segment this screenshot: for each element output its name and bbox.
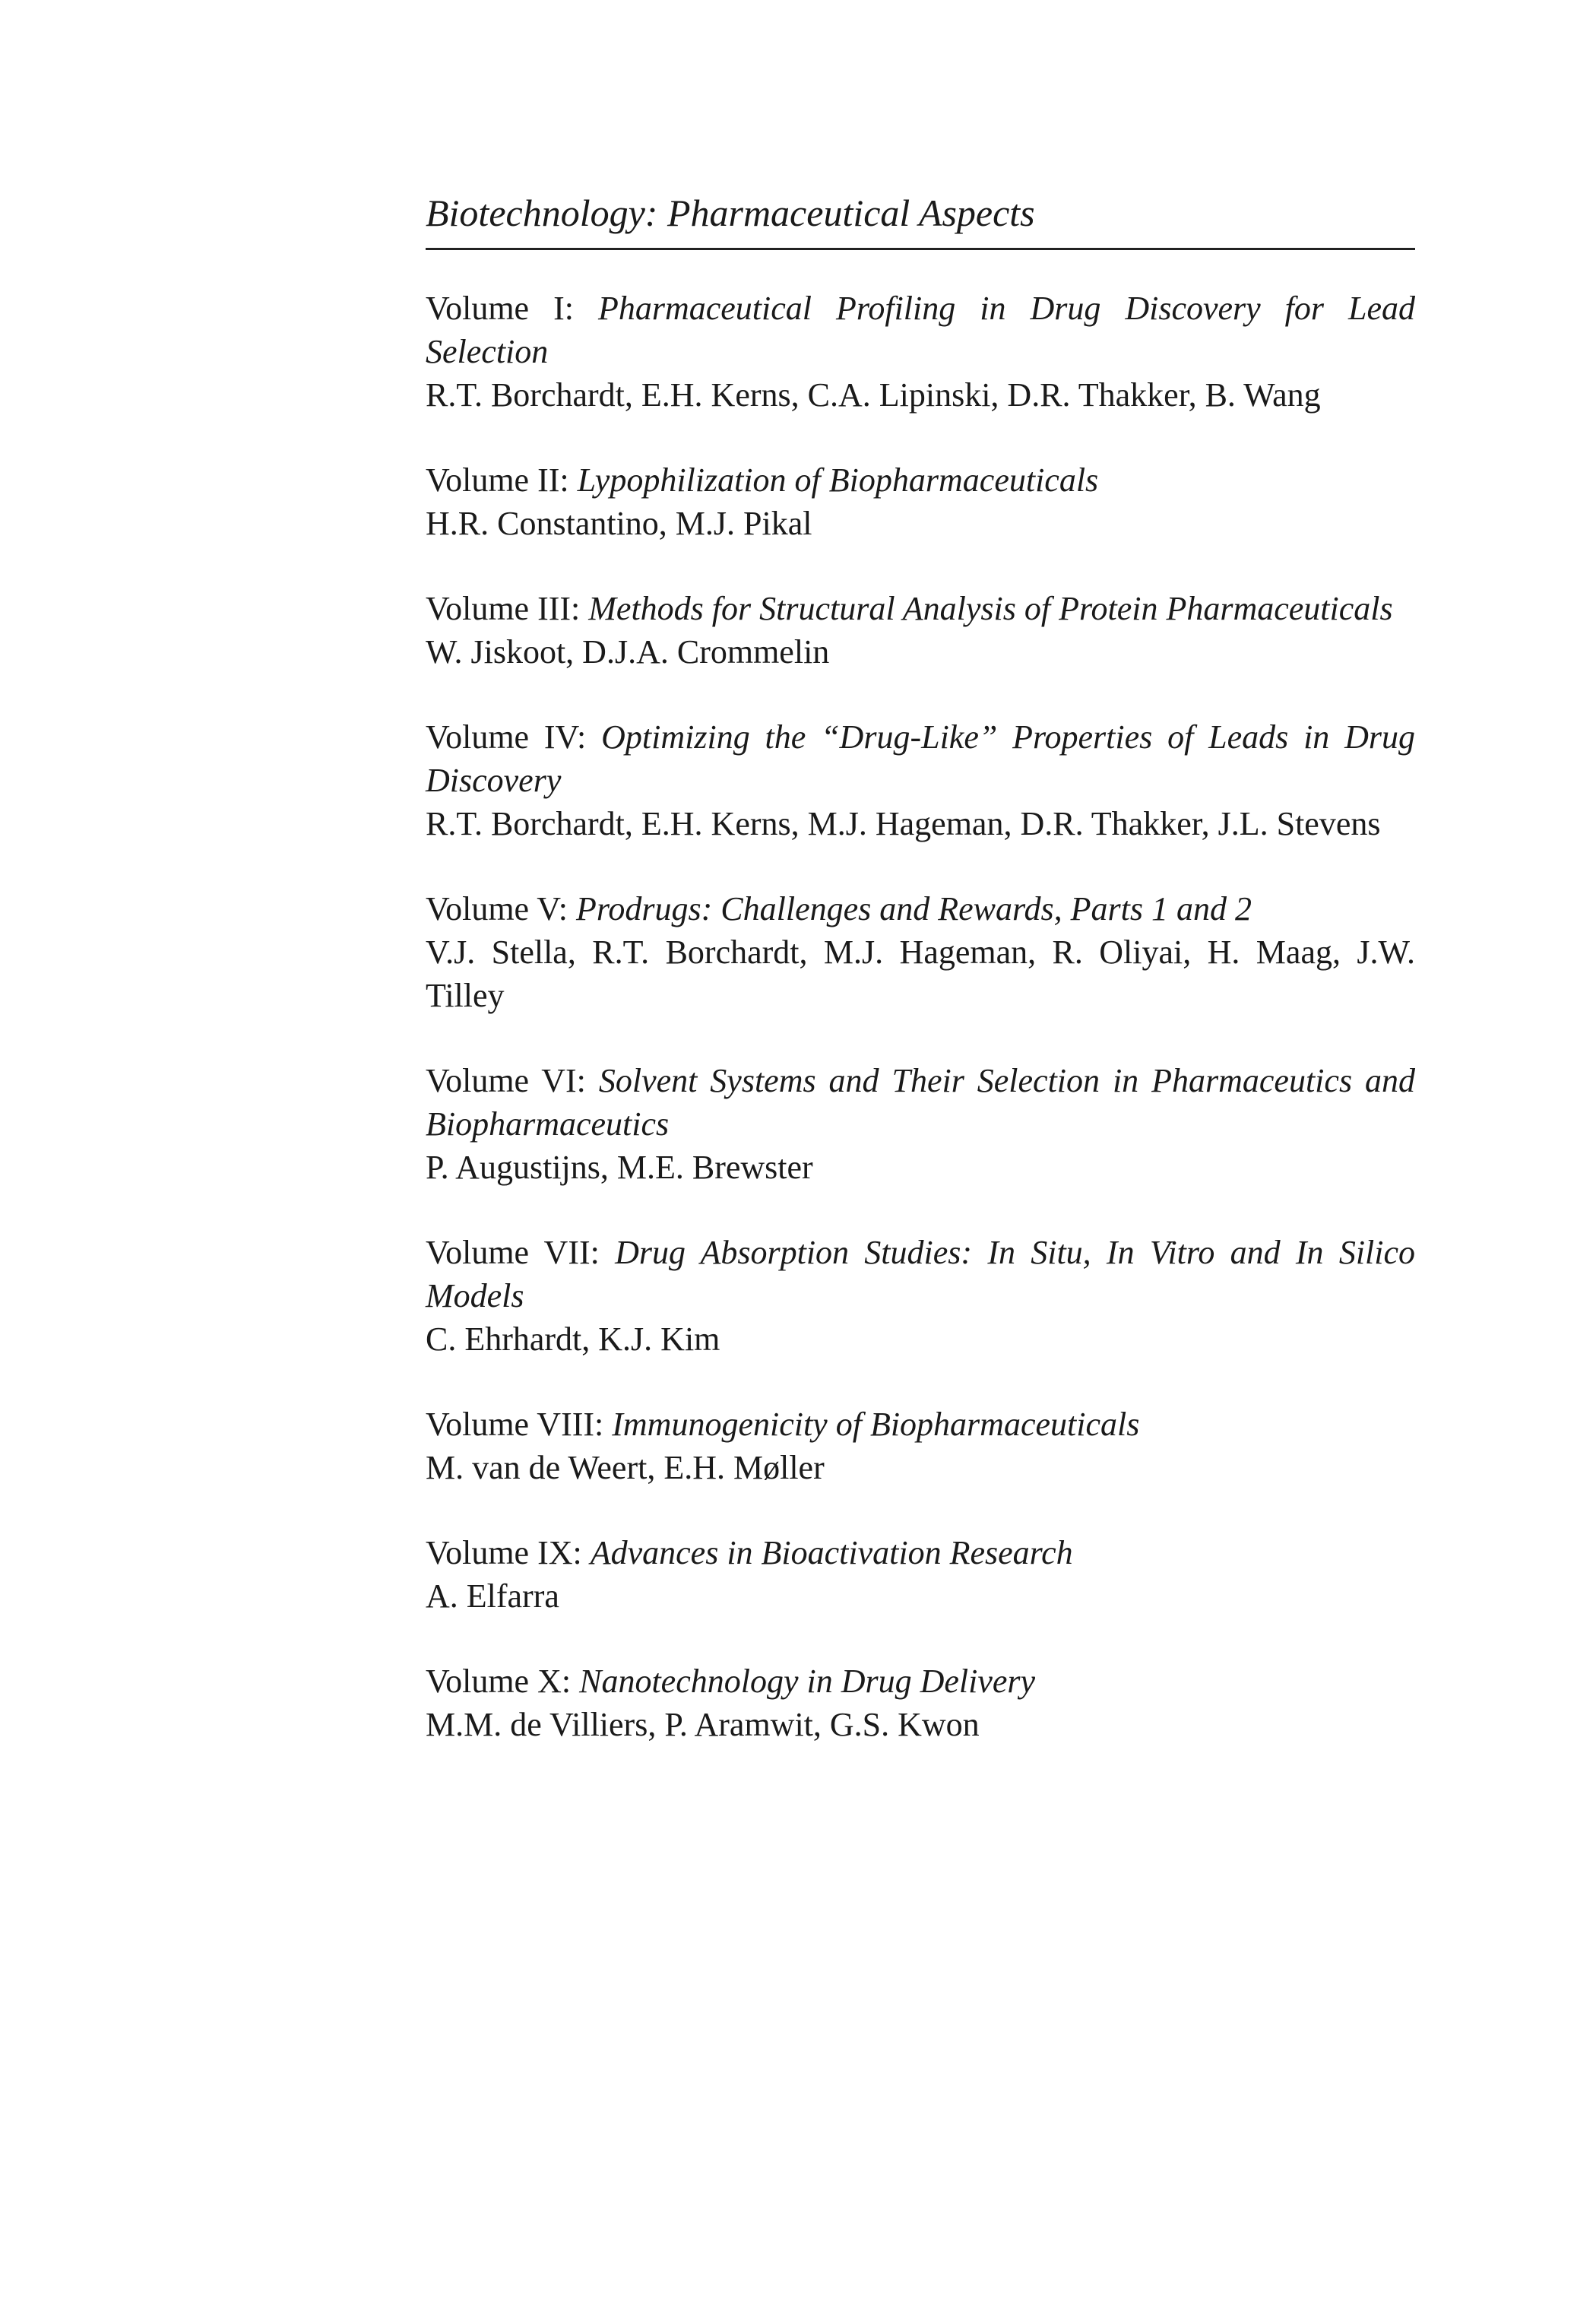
volume-authors: P. Augustijns, M.E. Brewster bbox=[426, 1149, 813, 1186]
volume-title: Lypophilization of Biopharmaceuticals bbox=[577, 461, 1099, 499]
volume-authors: R.T. Borchardt, E.H. Kerns, C.A. Lipinski, D.R. Thakker, B. Wang bbox=[426, 376, 1321, 414]
volume-label: Volume III: bbox=[426, 590, 581, 627]
volume-authors: H.R. Constantino, M.J. Pikal bbox=[426, 505, 812, 542]
volume-title-line bbox=[426, 715, 1415, 802]
volume-entry bbox=[426, 1403, 1415, 1489]
volume-title-line bbox=[426, 1231, 1415, 1317]
volume-title-line bbox=[426, 1059, 1415, 1146]
volume-authors: C. Ehrhardt, K.J. Kim bbox=[426, 1320, 720, 1358]
volume-title: Immunogenicity of Biopharmaceuticals bbox=[612, 1406, 1140, 1443]
volume-label: Volume VI: bbox=[426, 1062, 586, 1099]
volume-authors: W. Jiskoot, D.J.A. Crommelin bbox=[426, 633, 830, 671]
volume-entry bbox=[426, 887, 1415, 1017]
volume-title-line bbox=[426, 587, 1415, 630]
volume-title: Methods for Structural Analysis of Protein Pharmaceuticals bbox=[588, 590, 1393, 627]
volume-title-line bbox=[426, 1403, 1415, 1446]
volume-label: Volume I: bbox=[426, 290, 574, 327]
volume-label: Volume X: bbox=[426, 1663, 572, 1700]
volume-authors: A. Elfarra bbox=[426, 1577, 559, 1615]
volume-entry bbox=[426, 1660, 1415, 1746]
volume-label: Volume VII: bbox=[426, 1234, 600, 1271]
series-page bbox=[426, 189, 1415, 1788]
volume-title: Solvent Systems and Their Selection in Pharmaceutics and Biopharmaceutics bbox=[426, 1062, 1416, 1143]
volume-list bbox=[426, 287, 1415, 1746]
volume-label: Volume IX: bbox=[426, 1534, 582, 1571]
volume-label: Volume V: bbox=[426, 890, 568, 927]
volume-entry bbox=[426, 1059, 1415, 1189]
volume-entry bbox=[426, 458, 1415, 545]
series-title: Biotechnology: Pharmaceutical Aspects bbox=[426, 189, 1415, 250]
volume-entry bbox=[426, 1531, 1415, 1618]
volume-authors: R.T. Borchardt, E.H. Kerns, M.J. Hageman, D.R. Thakker, J.L. Stevens bbox=[426, 805, 1381, 842]
volume-entry bbox=[426, 1231, 1415, 1361]
volume-authors: V.J. Stella, R.T. Borchardt, M.J. Hageman, R. Oliyai, H. Maag, J.W. Tilley bbox=[426, 934, 1415, 1014]
volume-label: Volume VIII: bbox=[426, 1406, 604, 1443]
volume-authors: M.M. de Villiers, P. Aramwit, G.S. Kwon bbox=[426, 1706, 980, 1743]
volume-label: Volume II: bbox=[426, 461, 569, 499]
volume-entry bbox=[426, 715, 1415, 845]
volume-label: Volume IV: bbox=[426, 718, 587, 756]
volume-title: Pharmaceutical Profiling in Drug Discovery for Lead Selection bbox=[426, 290, 1416, 370]
volume-title: Nanotechnology in Drug Delivery bbox=[579, 1663, 1036, 1700]
volume-title: Optimizing the “Drug-Like” Properties of Leads in Drug Discovery bbox=[426, 718, 1416, 799]
volume-title-line bbox=[426, 887, 1415, 930]
volume-title-line bbox=[426, 1660, 1415, 1703]
volume-title-line bbox=[426, 287, 1415, 373]
volume-authors: M. van de Weert, E.H. Møller bbox=[426, 1449, 825, 1486]
volume-entry bbox=[426, 287, 1415, 417]
volume-title: Advances in Bioactivation Research bbox=[590, 1534, 1073, 1571]
volume-title-line bbox=[426, 458, 1415, 502]
volume-title-line bbox=[426, 1531, 1415, 1574]
volume-title: Prodrugs: Challenges and Rewards, Parts 1 and 2 bbox=[576, 890, 1252, 927]
volume-entry bbox=[426, 587, 1415, 674]
volume-title: Drug Absorption Studies: In Situ, In Vitro and In Silico Models bbox=[426, 1234, 1416, 1314]
